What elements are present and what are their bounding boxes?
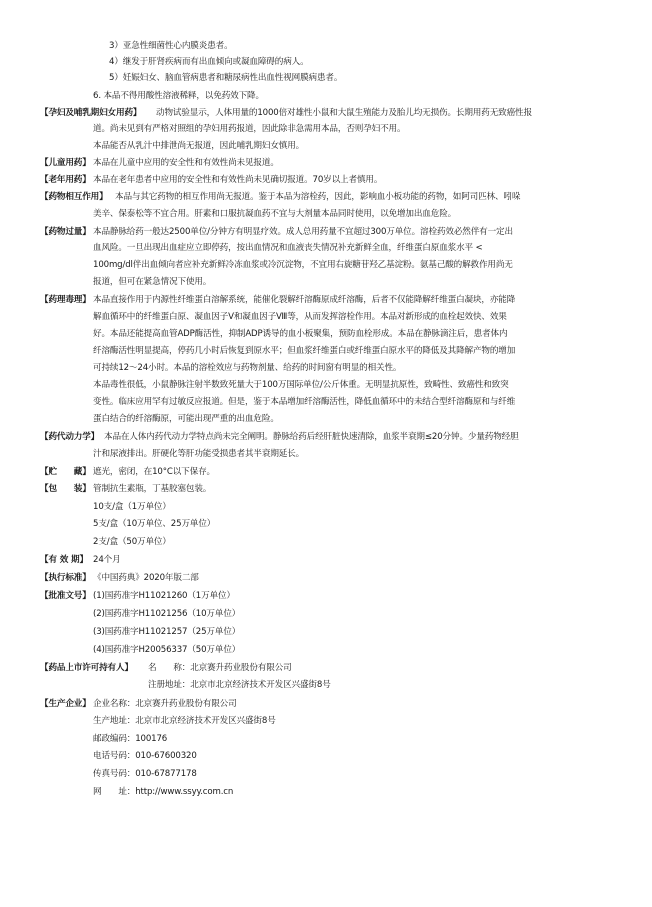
section-heading-validity: 【有 效 期】 <box>40 555 88 565</box>
section-heading-pregnancy: 【孕妇及哺乳期妇女用药】 <box>40 108 142 118</box>
section-heading-storage: 【贮 藏】 <box>40 467 91 477</box>
package-item: 5支/盒（10万单位、25万单位） <box>93 519 216 529</box>
approval-item: (4)国药准字H20056337（50万单位） <box>93 645 241 655</box>
manufacturer-line: 电话号码：010-67600320 <box>93 751 197 761</box>
manufacturer-line: 传真号码：010-67877178 <box>93 769 197 779</box>
manufacturer-website: 网 址：http://www.ssyy.com.cn <box>93 787 234 797</box>
storage-text: 遮光，密闭，在10°C以下保存。 <box>93 467 215 477</box>
toxicity-line: 本品毒性很低，小鼠静脉注射半数致死量大于100万国际单位/公斤体重。无明显抗原性，致畸性、致癌性和致突 <box>93 380 509 390</box>
section-heading-overdose: 【药物过量】 <box>40 227 91 237</box>
pregnancy-line: 本品能否从乳汁中排泄尚无报道，因此哺乳期妇女慎用。 <box>93 141 305 151</box>
pharmacology-line: 可持续12～24小时。本品的溶栓效应与药物剂量、给药的时间窗有明显的相关性。 <box>93 363 402 373</box>
package-item: 2支/盒（50万单位） <box>93 537 171 547</box>
section-heading-pharmacology: 【药理毒理】 <box>40 295 91 305</box>
section-heading-package: 【包 装】 <box>40 484 91 494</box>
pharmacology-line: 解血循环中的纤维蛋白原、凝血因子Ⅴ和凝血因子Ⅷ等，从而发挥溶栓作用。本品对新形成的血栓起效快、效果 <box>93 312 507 322</box>
interactions-line: 本品与其它药物的相互作用尚无报道。鉴于本品为溶栓药，因此，影响血小板功能的药物，如阿司匹林、吲哚 <box>115 192 521 202</box>
section-heading-pharmacokinetics: 【药代动力学】 <box>40 432 100 442</box>
standard-text: 《中国药典》2020年版二部 <box>93 573 199 583</box>
contraindication-item-6: 6. 本品不得用酸性溶液稀释，以免药效下降。 <box>93 91 264 101</box>
pregnancy-line: 道。尚未见到有严格对照组的孕妇用药报道，因此除非急需用本品，否则孕妇不用。 <box>93 124 406 134</box>
overdose-line: 本品静脉给药一般达2500单位/分钟方有明显疗效。成人总用药量不宜超过300万单位。溶栓药效必然伴有一定出 <box>93 227 513 237</box>
toxicity-line: 蛋白结合的纤溶酶原，可能出现严重的出血危险。 <box>93 414 279 424</box>
validity-text: 24个月 <box>93 555 121 565</box>
mah-name: 名 称：北京赛升药业股份有限公司 <box>148 663 292 673</box>
overdose-line: 报道，但可在紧急情况下使用。 <box>93 277 212 287</box>
approval-item: (3)国药准字H11021257（25万单位） <box>93 627 241 637</box>
toxicity-line: 变性。临床应用罕有过敏反应报道。但是，鉴于本品增加纤溶酶活性，降低血循环中的未结合型纤溶酶原和与纤维 <box>93 397 516 407</box>
section-heading-mah: 【药品上市许可持有人】 <box>40 663 133 673</box>
pharmacology-line: 本品直接作用于内源性纤维蛋白溶解系统，能催化裂解纤溶酶原成纤溶酶，后者不仅能降解纤维蛋白凝块，亦能降 <box>93 295 516 305</box>
manufacturer-line: 生产地址：北京市北京经济技术开发区兴盛街8号 <box>93 716 276 726</box>
contraindication-item-3: 3）亚急性细菌性心内膜炎患者。 <box>109 41 233 51</box>
pharmacology-line: 好。本品还能提高血管ADP酶活性，抑制ADP诱导的血小板聚集，预防血栓形成。本品在静脉滴注后，患者体内 <box>93 329 508 339</box>
overdose-line: 血风险。一旦出现出血症应立即停药，按出血情况和血液丧失情况补充新鲜全血，纤维蛋白原血浆水平 < <box>93 243 483 253</box>
manufacturer-line: 邮政编码：100176 <box>93 734 168 744</box>
pharmacokinetics-line: 汁和尿液排出。肝硬化等肝功能受损患者其半衰期延长。 <box>93 449 305 459</box>
package-text: 管制抗生素瓶，丁基胶塞包装。 <box>93 484 212 494</box>
mah-address: 注册地址：北京市北京经济技术开发区兴盛街8号 <box>148 680 331 690</box>
overdose-line: 100mg/dl伴出血倾向者应补充新鲜冷冻血浆或冷沉淀物，不宜用右旋糖苷羟乙基淀粉。氨基己酸的解救作用尚无 <box>93 260 513 270</box>
children-text: 本品在儿童中应用的安全性和有效性尚未见报道。 <box>93 158 279 168</box>
pharmacokinetics-line: 本品在人体内药代动力学特点尚未完全阐明。静脉给药后经肝脏快速清除，血浆半衰期≤20分钟。少量药物经胆 <box>104 432 519 442</box>
section-heading-manufacturer: 【生产企业】 <box>40 699 91 709</box>
manufacturer-line: 企业名称：北京赛升药业股份有限公司 <box>93 699 237 709</box>
package-item: 10支/盒（1万单位） <box>93 502 171 512</box>
contraindication-item-5: 5）妊娠妇女、脑血管病患者和糖尿病性出血性视网膜病患者。 <box>109 73 343 83</box>
section-heading-children: 【儿童用药】 <box>40 158 91 168</box>
section-heading-standard: 【执行标准】 <box>40 573 91 583</box>
section-heading-elderly: 【老年用药】 <box>40 175 91 185</box>
pharmacology-line: 纤溶酶活性明显提高，停药几小时后恢复到原水平；但血浆纤维蛋白或纤维蛋白原水平的降低及其降解产物的增加 <box>93 346 516 356</box>
interactions-line: 美辛、保泰松等不宜合用。肝素和口服抗凝血药不宜与大剂量本品同时使用，以免增加出血危险。 <box>93 209 457 219</box>
elderly-text: 本品在老年患者中应用的安全性和有效性尚未见确切报道。70岁以上者慎用。 <box>93 175 383 185</box>
contraindication-item-4: 4）继发于肝肾疾病而有出血倾向或凝血障碍的病人。 <box>109 57 309 67</box>
section-heading-approval: 【批准文号】 <box>40 591 91 601</box>
approval-item: (2)国药准字H11021256（10万单位） <box>93 609 241 619</box>
section-heading-interactions: 【药物相互作用】 <box>40 192 108 202</box>
approval-item: (1)国药准字H11021260（1万单位） <box>93 591 235 601</box>
pregnancy-line: 动物试验显示，人体用量的1000倍对雄性小鼠和大鼠生殖能力及胎儿均无损伤。长期用药无致癌性报 <box>156 108 532 118</box>
